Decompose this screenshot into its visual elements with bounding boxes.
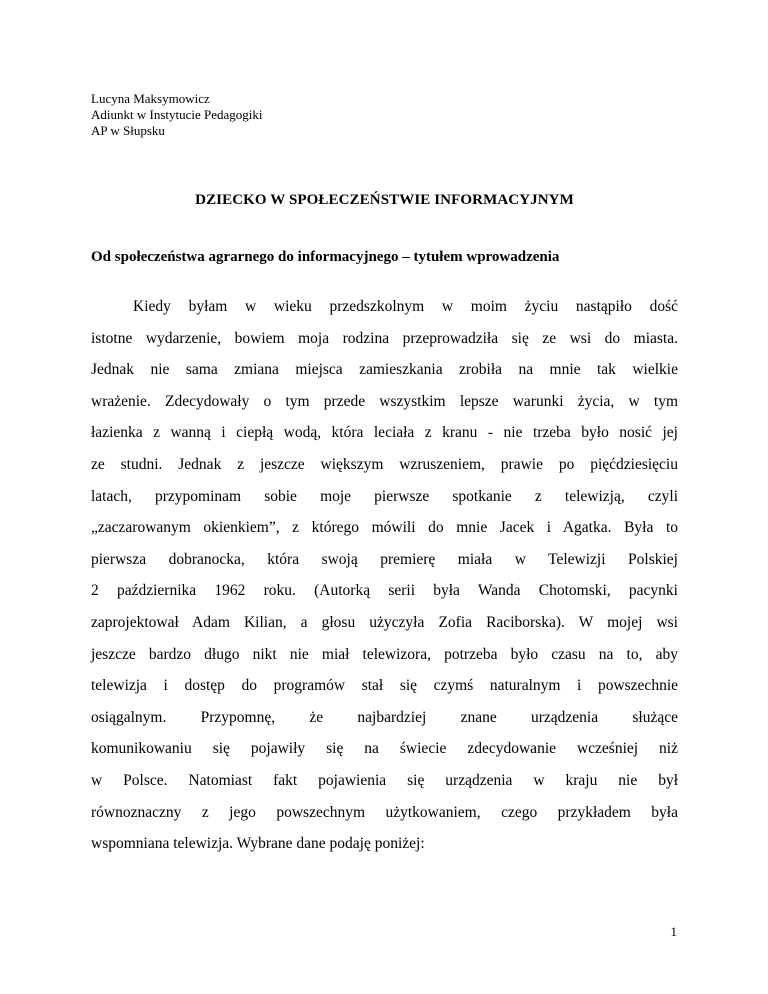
paragraph-line: wspomniana telewizja. Wybrane dane podaję poniżej:: [91, 835, 425, 853]
paragraph-line: komunikowaniu się pojawiły się na świecie zdecydowanie wcześniej niż: [91, 740, 678, 758]
paragraph-line: jeszcze bardzo długo nikt nie miał telewizora, potrzeba było czasu na to, aby: [91, 645, 678, 663]
author-block: [91, 91, 263, 139]
author-institution: AP w Słupsku: [91, 123, 165, 138]
paragraph-line: zaprojektował Adam Kilian, a głosu użyczyła Zofia Raciborska). W mojej wsi: [91, 613, 678, 631]
paragraph-line: Jednak nie sama zmiana miejsca zamieszkania zrobiła na mnie tak wielkie: [91, 361, 678, 379]
paragraph-line: łazienka z wanną i ciepłą wodą, która leciała z kranu - nie trzeba było nosić jej: [91, 424, 678, 442]
author-position: Adiunkt w Instytucie Pedagogiki: [91, 107, 263, 122]
paragraph-line: latach, przypominam sobie moje pierwsze spotkanie z telewizją, czyli: [91, 487, 678, 505]
paragraph-line: ze studni. Jednak z jeszcze większym wzruszeniem, prawie po pięćdziesięciu: [91, 455, 678, 473]
paragraph-line: istotne wydarzenie, bowiem moja rodzina przeprowadziła się ze wsi do miasta.: [91, 329, 678, 347]
paragraph-line: osiągalnym. Przypomnę, że najbardziej znane urządzenia służące: [91, 708, 678, 726]
paragraph-line: pierwsza dobranocka, która swoją premierę miała w Telewizji Polskiej: [91, 550, 678, 568]
paragraph-line: równoznaczny z jego powszechnym użytkowaniem, czego przykładem była: [91, 803, 678, 821]
paragraph: [91, 291, 678, 860]
author-name: Lucyna Maksymowicz: [91, 91, 210, 106]
paragraph-line: w Polsce. Natomiast fakt pojawienia się urządzenia w kraju nie był: [91, 771, 678, 789]
paragraph-line: wrażenie. Zdecydowały o tym przede wszystkim lepsze warunki życia, w tym: [91, 392, 678, 410]
paragraph-line: Kiedy byłam w wieku przedszkolnym w moim życiu nastąpiło dość: [133, 298, 678, 315]
paragraph-line: „zaczarowanym okienkiem”, z którego mówili do mnie Jacek i Agatka. Była to: [91, 519, 678, 537]
page-number: 1: [670, 924, 677, 939]
paragraph-line: 2 października 1962 roku. (Autorką serii była Wanda Chotomski, pacynki: [91, 582, 678, 600]
paragraph-line: telewizja i dostęp do programów stał się czymś naturalnym i powszechnie: [91, 677, 678, 695]
section-heading: Od społeczeństwa agrarnego do informacyjnego – tytułem wprowadzenia: [91, 249, 560, 265]
document-title: DZIECKO W SPOŁECZEŃSTWIE INFORMACYJNYM: [195, 192, 574, 208]
